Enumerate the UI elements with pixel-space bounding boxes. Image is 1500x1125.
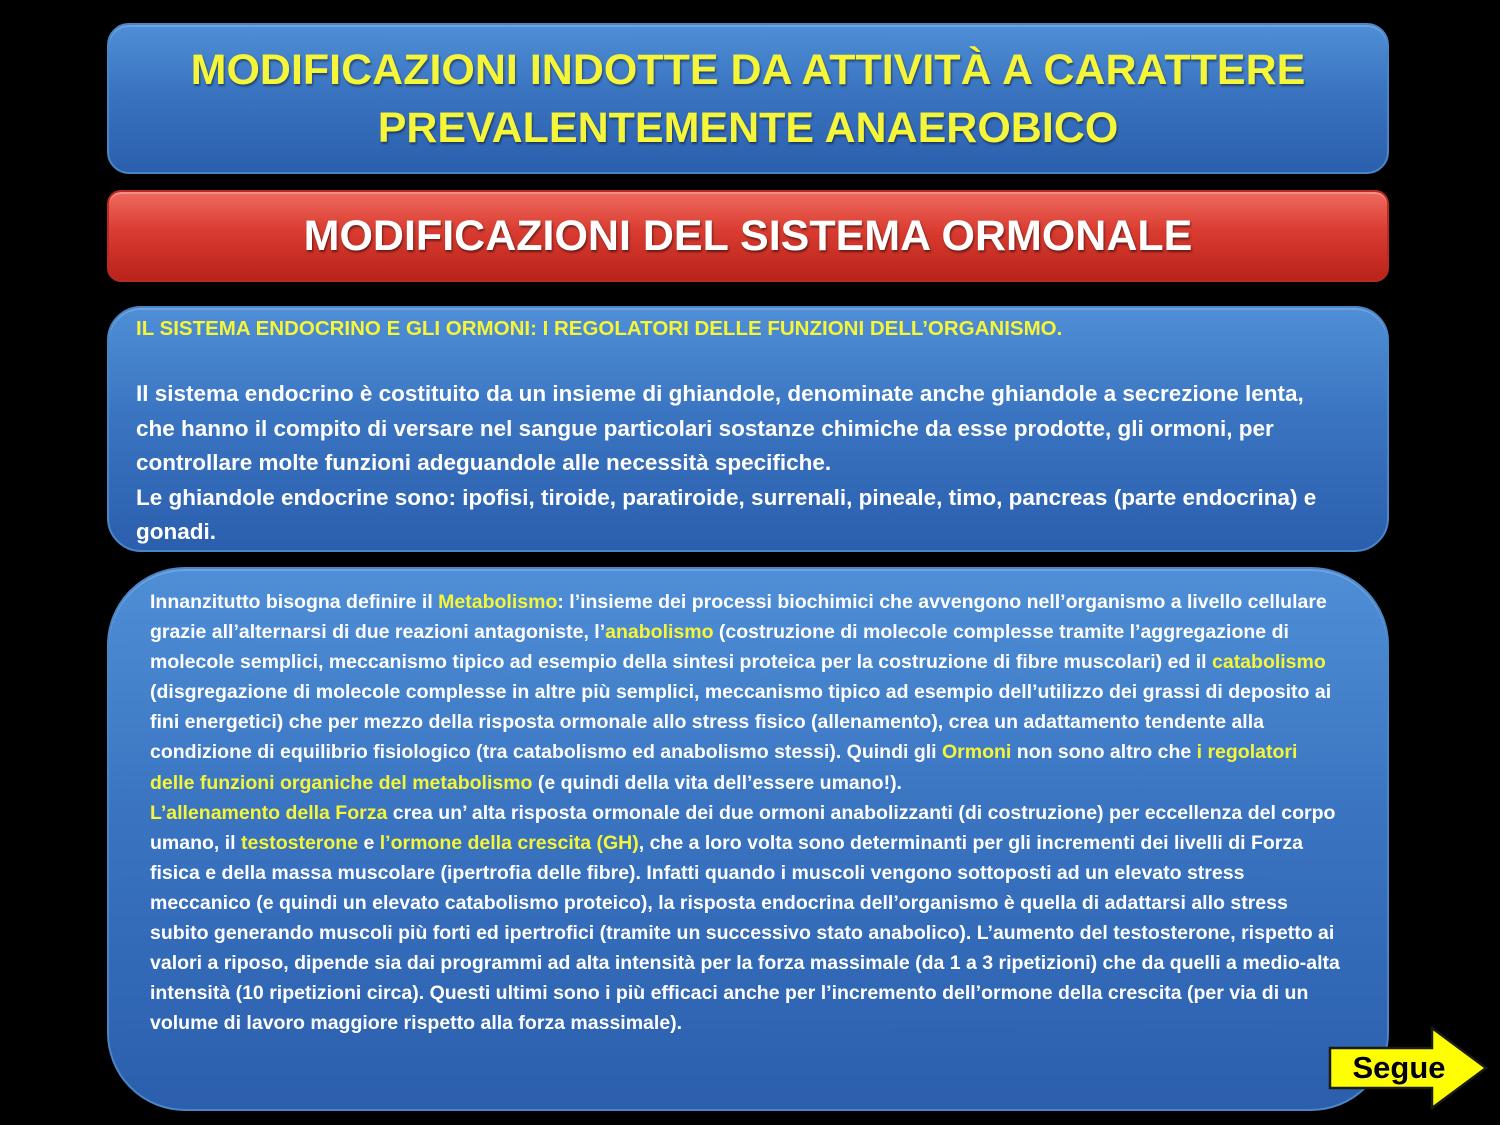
title-line-2: PREVALENTEMENTE ANAEROBICO	[377, 103, 1119, 152]
text-run: (costruzione di molecole complesse tramite l’aggregazione di molecole semplici, meccanismo tipico ad esempio della sintesi proteica per la costruzione di fibre muscolari) ed il	[150, 621, 1289, 674]
intro-paragraph-2: Le ghiandole endocrine sono: ipofisi, tiroide, paratiroide, surrenali, pineale, timo, pancreas (parte endocrina) e gonadi.	[136, 484, 1317, 544]
highlight-allenamento: L’allenamento della Forza	[150, 801, 388, 824]
text-run: , che a loro volta sono determinanti per gli incrementi dei livelli di Forza fisica e della massa muscolare (ipertrofia delle fibre). Infatti quando i muscoli vengono sottoposti ad un elevato stress meccanico (e quindi un elevato catabolismo proteico), la risposta endocrina dell’organismo è quella di adattarsi allo stress subito generando muscoli più forti ed ipertrofici (tramite un successivo stato anabolico). L’aumento del testosterone, rispetto ai valori a riposo, dipende sia dai programmi ad alta intensità per la forza massimale (da 1 a 3 ripetizioni) che da quelli a medio-alta intensità (10 ripetizioni circa). Questi ultimi sono i più efficaci anche per l’incremento dell’ormone della crescita (per via di un volume di lavoro maggiore rispetto alla forza massimale).	[150, 831, 1340, 1035]
intro-paragraph-1: Il sistema endocrino è costituito da un insieme di ghiandole, denominate anche ghiandole a secrezione lenta, che hanno il compito di versare nel sangue particolari sostanze chimiche da esse prodotte, gli ormoni, per controllare molte funzioni adeguandole alle necessità specifiche.	[136, 381, 1304, 475]
next-slide-label: Segue	[1352, 1050, 1446, 1085]
section-title: MODIFICAZIONI DEL SISTEMA ORMONALE	[303, 211, 1193, 260]
highlight-ormoni: Ormoni	[942, 741, 1012, 764]
text-run: e	[358, 831, 380, 854]
title-line-1: MODIFICAZIONI INDOTTE DA ATTIVITÀ A CARATTERE	[190, 45, 1306, 94]
next-slide-button[interactable]	[1328, 1026, 1488, 1110]
highlight-anabolismo: anabolismo	[605, 621, 714, 644]
intro-body	[136, 377, 1347, 550]
highlight-gh: l’ormone della crescita (GH)	[379, 831, 639, 854]
intro-heading: IL SISTEMA ENDOCRINO E GLI ORMONI: I REGOLATORI DELLE FUNZIONI DELL’ORGANISMO.	[136, 317, 1063, 340]
highlight-metabolismo: Metabolismo	[438, 591, 558, 613]
intro-panel	[107, 306, 1389, 552]
text-run: crea un’ alta risposta ormonale dei due ormoni anabolizzanti (di costruzione) per eccellenza del corpo umano, il	[150, 801, 1336, 854]
section-banner	[107, 190, 1389, 282]
highlight-catabolismo: catabolismo	[1212, 651, 1326, 674]
highlight-regolatori: i regolatori delle funzioni organiche del metabolismo	[150, 741, 1298, 794]
main-panel	[107, 567, 1389, 1111]
text-run: : l’insieme dei processi biochimici che avvengono nell’organismo a livello cellulare grazie all’alternarsi di due reazioni antagoniste, l’	[150, 591, 1327, 644]
text-run: non sono altro che	[1011, 741, 1197, 764]
strength-training-paragraph	[150, 798, 1347, 1039]
text-run: (e quindi della vita dell’essere umano!).	[532, 771, 902, 794]
text-run: Innanzitutto bisogna definire il	[150, 591, 439, 613]
metabolism-paragraph	[150, 587, 1347, 798]
highlight-testosterone: testosterone	[241, 831, 359, 854]
slide-title	[191, 41, 1306, 157]
title-banner	[107, 23, 1389, 174]
main-text	[150, 587, 1347, 1038]
text-run: (disgregazione di molecole complesse in altre più semplici, meccanismo tipico ad esempio dell’utilizzo dei grassi di deposito ai fini energetici) che per mezzo della risposta ormonale allo stress fisico (allenamento), crea un adattamento tendente alla condizione di equilibrio fisiologico (tra catabolismo ed anabolismo stessi). Quindi gli	[150, 681, 1332, 764]
